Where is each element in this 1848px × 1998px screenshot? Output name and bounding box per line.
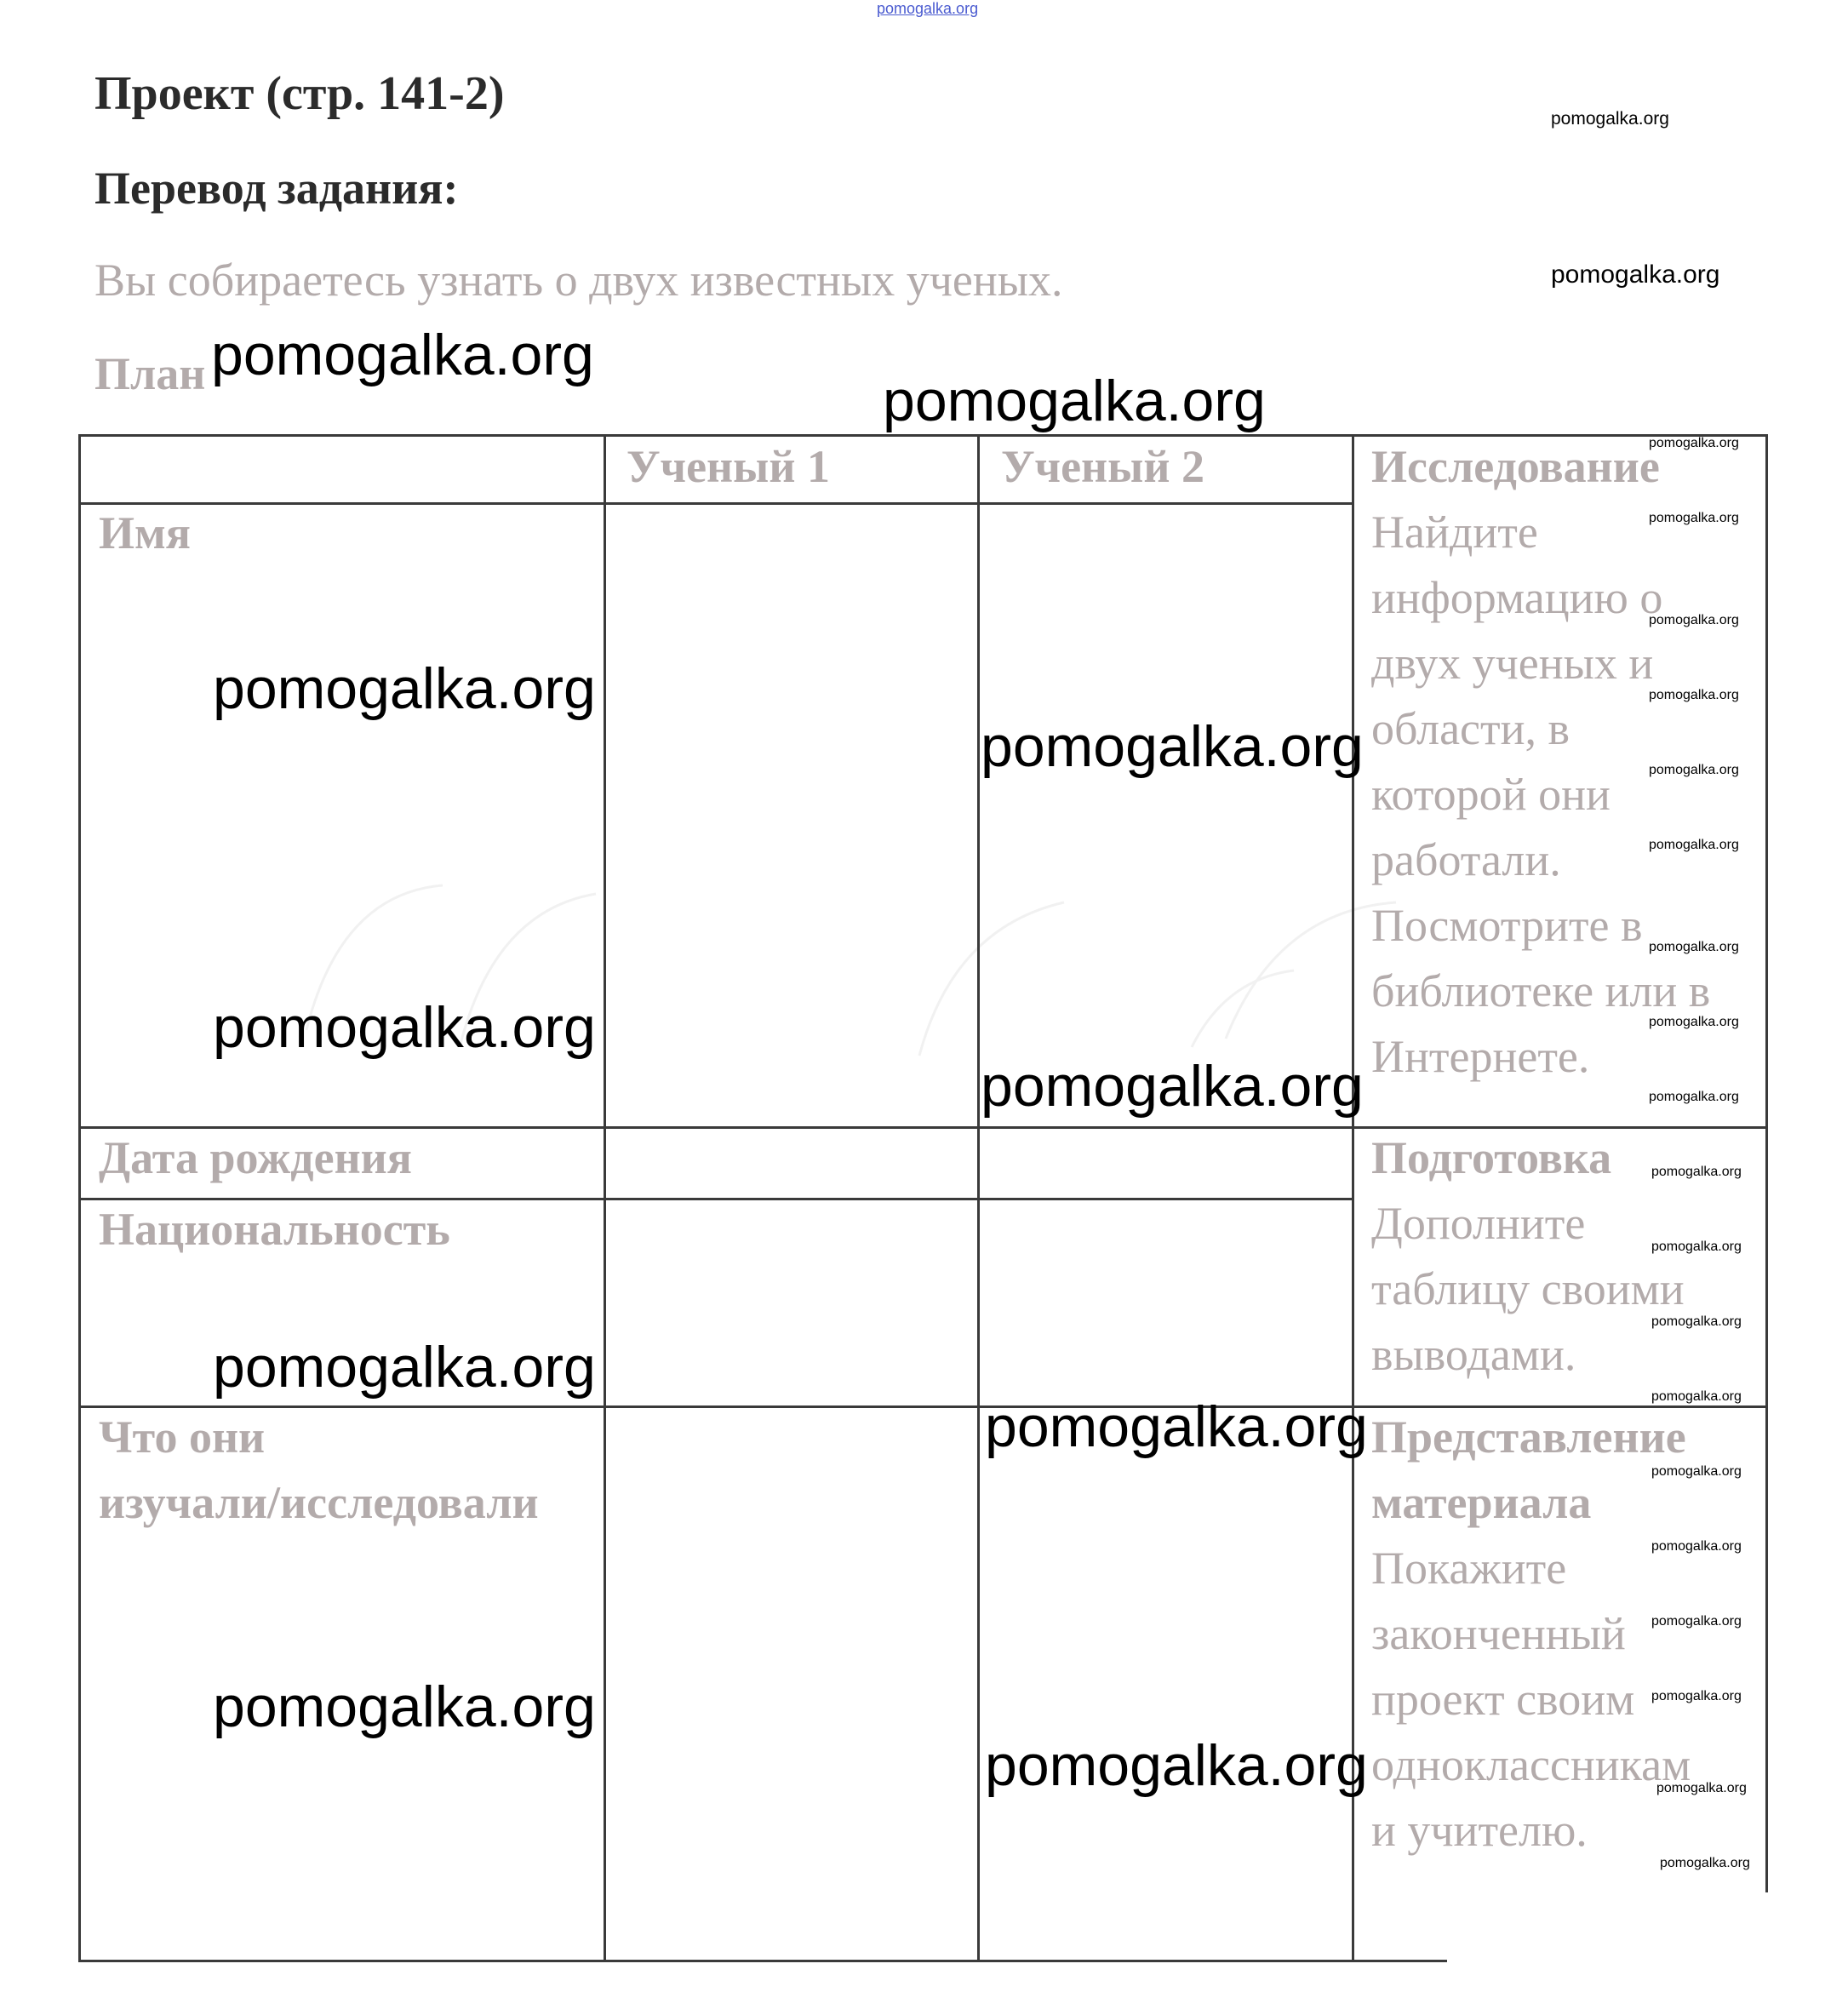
presentation-line-3: проект своим (1371, 1674, 1635, 1725)
watermark-big: pomogalka.org (985, 1394, 1368, 1459)
row-label-name: Имя (99, 507, 191, 558)
presentation-title-line2: материала (1371, 1477, 1592, 1528)
watermark-small: pomogalka.org (1656, 1781, 1747, 1795)
table-line-header-bottom (78, 502, 1354, 505)
watermark-small: pomogalka.org (1649, 613, 1739, 627)
watermark-big: pomogalka.org (981, 1054, 1364, 1119)
task-intro: Вы собираетесь узнать о двух известных ученых. (94, 255, 1063, 306)
preparation-title: Подготовка (1371, 1132, 1612, 1183)
preparation-line-2: таблицу своими (1371, 1263, 1685, 1314)
watermark-small: pomogalka.org (1649, 688, 1739, 702)
watermark-small: pomogalka.org (1649, 838, 1739, 852)
preparation-line-1: Дополните (1371, 1198, 1586, 1249)
watermark-header-medium: pomogalka.org (1551, 260, 1720, 289)
table-line-col2 (977, 434, 980, 1962)
research-line-3: двух ученых и (1371, 638, 1654, 689)
research-line-8: библиотеке или в (1371, 965, 1711, 1016)
watermark-small: pomogalka.org (1649, 511, 1739, 525)
watermark-small: pomogalka.org (1651, 1165, 1742, 1179)
watermark-big: pomogalka.org (213, 1335, 596, 1400)
presentation-title-line1: Представление (1371, 1411, 1686, 1463)
research-line-5: которой они (1371, 769, 1611, 820)
watermark-header-small: pomogalka.org (1551, 109, 1669, 129)
watermark-small: pomogalka.org (1651, 1464, 1742, 1479)
research-title: Исследование (1371, 441, 1660, 492)
research-line-9: Интернете. (1371, 1031, 1590, 1082)
preparation-line-3: выводами. (1371, 1329, 1576, 1380)
watermark-small: pomogalka.org (1649, 940, 1739, 954)
watermark-above-table: pomogalka.org (883, 369, 1266, 433)
presentation-line-4: одноклассникам (1371, 1739, 1691, 1790)
research-line-4: области, в (1371, 703, 1571, 754)
top-watermark[interactable]: pomogalka.org (877, 0, 979, 17)
watermark-small: pomogalka.org (1649, 1090, 1739, 1104)
watermark-big: pomogalka.org (981, 714, 1364, 779)
watermark-plan: pomogalka.org (211, 323, 594, 387)
column-header-scientist-1: Ученый 1 (626, 441, 830, 492)
research-line-7: Посмотрите в (1371, 900, 1643, 951)
row-label-studies-line2: изучали/исследовали (99, 1477, 539, 1528)
watermark-small: pomogalka.org (1649, 436, 1739, 450)
row-label-studies-line1: Что они (99, 1411, 266, 1463)
watermark-small: pomogalka.org (1651, 1539, 1742, 1554)
watermark-small: pomogalka.org (1649, 763, 1739, 777)
watermark-small: pomogalka.org (1651, 1689, 1742, 1703)
row-label-nationality: Национальность (99, 1204, 450, 1255)
watermark-big: pomogalka.org (213, 995, 596, 1060)
presentation-line-5: и учителю. (1371, 1805, 1588, 1856)
research-line-6: работали. (1371, 834, 1561, 885)
watermark-small: pomogalka.org (1651, 1389, 1742, 1404)
table-line-bottom (78, 1960, 1447, 1962)
research-line-2: информацию о (1371, 572, 1663, 623)
column-header-scientist-2: Ученый 2 (1001, 441, 1204, 492)
watermark-big: pomogalka.org (213, 1675, 596, 1739)
watermark-big: pomogalka.org (213, 656, 596, 721)
watermark-big: pomogalka.org (985, 1733, 1368, 1798)
table-line-left (78, 434, 81, 1962)
research-line-1: Найдите (1371, 507, 1538, 558)
watermark-small: pomogalka.org (1649, 1015, 1739, 1029)
table-line-col1 (604, 434, 606, 1962)
watermark-small: pomogalka.org (1651, 1614, 1742, 1629)
translation-heading: Перевод задания: (94, 163, 459, 214)
watermark-small: pomogalka.org (1651, 1314, 1742, 1329)
watermark-small: pomogalka.org (1660, 1856, 1750, 1870)
page-title: Проект (стр. 141-2) (94, 67, 505, 120)
presentation-line-2: законченный (1371, 1608, 1626, 1659)
presentation-line-1: Покажите (1371, 1543, 1567, 1594)
row-label-birth-date: Дата рождения (99, 1132, 413, 1183)
plan-label: План (94, 348, 206, 399)
watermark-small: pomogalka.org (1651, 1239, 1742, 1254)
table-line-right (1765, 434, 1768, 1892)
